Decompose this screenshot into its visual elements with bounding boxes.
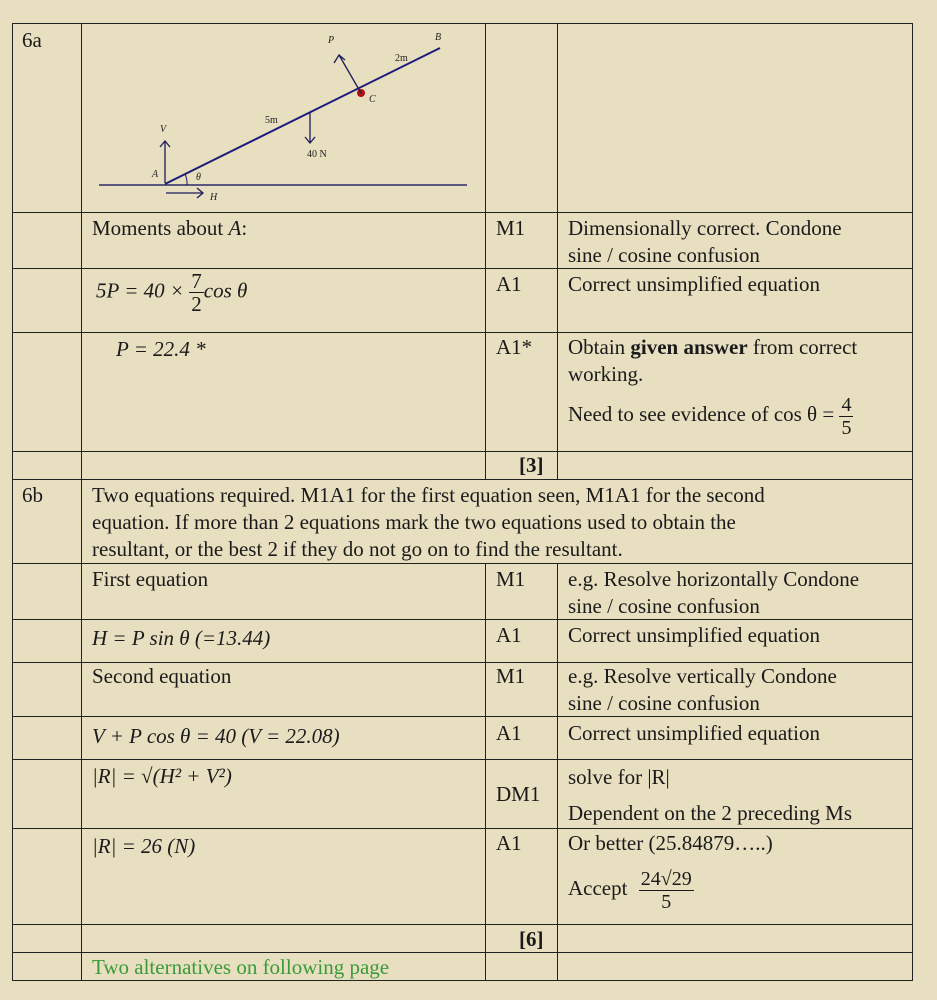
note-evidence: Need to see evidence of cos θ = $\frac{4}{5}$ [568,393,852,439]
equation-v: V + P cos θ = 40 (V = 22.08) [92,724,340,748]
answer-r: |R| = 26 (N) [92,834,196,858]
mark-m1: M1 [496,216,526,240]
total-6b: [6] [519,927,544,951]
note-correct-unsimplified: Correct unsimplified equation [568,272,820,296]
section-label-6a: 6a [22,28,42,52]
mark-a1-star: A1* [496,335,533,359]
note-condone-v: sine / cosine confusion [568,691,760,715]
label-weight: 40 N [307,149,327,160]
alternatives-note[interactable]: Two alternatives on following page [92,955,390,979]
label-theta: θ [196,172,201,183]
label-b: B [435,32,442,43]
mark-a1-r: A1 [496,831,522,855]
note-dimensional: Dimensionally correct. Condone [568,216,842,240]
label-a: A [152,169,159,180]
label-c: C [369,94,376,105]
note-resolve-horizontally: e.g. Resolve horizontally Condone [568,567,860,591]
working-moments: Moments about A: [92,216,248,240]
mark-m1-first: M1 [496,567,526,591]
note-correct-h: Correct unsimplified equation [568,623,820,647]
equation-h: H = P sin θ (=13.44) [92,626,271,650]
mark-m1-second: M1 [496,664,526,688]
rod-ab [165,48,440,184]
answer-p: P = 22.4 * [116,337,206,361]
force-diagram [95,30,475,210]
intro-line-3: resultant, or the best 2 if they do not go on to find the resultant. [92,537,623,561]
note-working: working. [568,362,644,386]
note-or-better: Or better (25.84879…..) [568,831,773,855]
label-p: P [328,35,335,46]
working-second-equation: Second equation [92,664,232,688]
label-len-cb: 2m [395,53,408,64]
mark-a1-v: A1 [496,721,522,745]
note-given-answer: Obtain given answer from correct [568,335,858,359]
intro-line-1: Two equations required. M1A1 for the first equation seen, M1A1 for the second [92,483,765,507]
note-solve-r: solve for |R| [568,765,670,789]
section-label-6b: 6b [22,483,43,507]
note-correct-v: Correct unsimplified equation [568,721,820,745]
mark-a1: A1 [496,272,522,296]
note-condone-h: sine / cosine confusion [568,594,760,618]
intro-line-2: equation. If more than 2 equations mark the two equations used to obtain the [92,510,736,534]
label-v: V [160,124,167,135]
label-h: H [210,192,218,203]
mark-a1-h: A1 [496,623,522,647]
total-6a: [3] [519,453,544,477]
note-condone: sine / cosine confusion [568,243,760,267]
note-resolve-vertically: e.g. Resolve vertically Condone [568,664,837,688]
equation-r: |R| = √(H² + V²) [92,764,232,788]
label-len-a-mid: 5m [265,115,278,126]
mark-dm1: DM1 [496,782,541,806]
working-first-equation: First equation [92,567,209,591]
note-accept: Accept $\frac{24√29}{5}$ [568,867,692,913]
equation-moments: 5P = 40 × $\frac{7}{2}$ cos θ [96,269,248,316]
note-dependent: Dependent on the 2 preceding Ms [568,801,853,825]
